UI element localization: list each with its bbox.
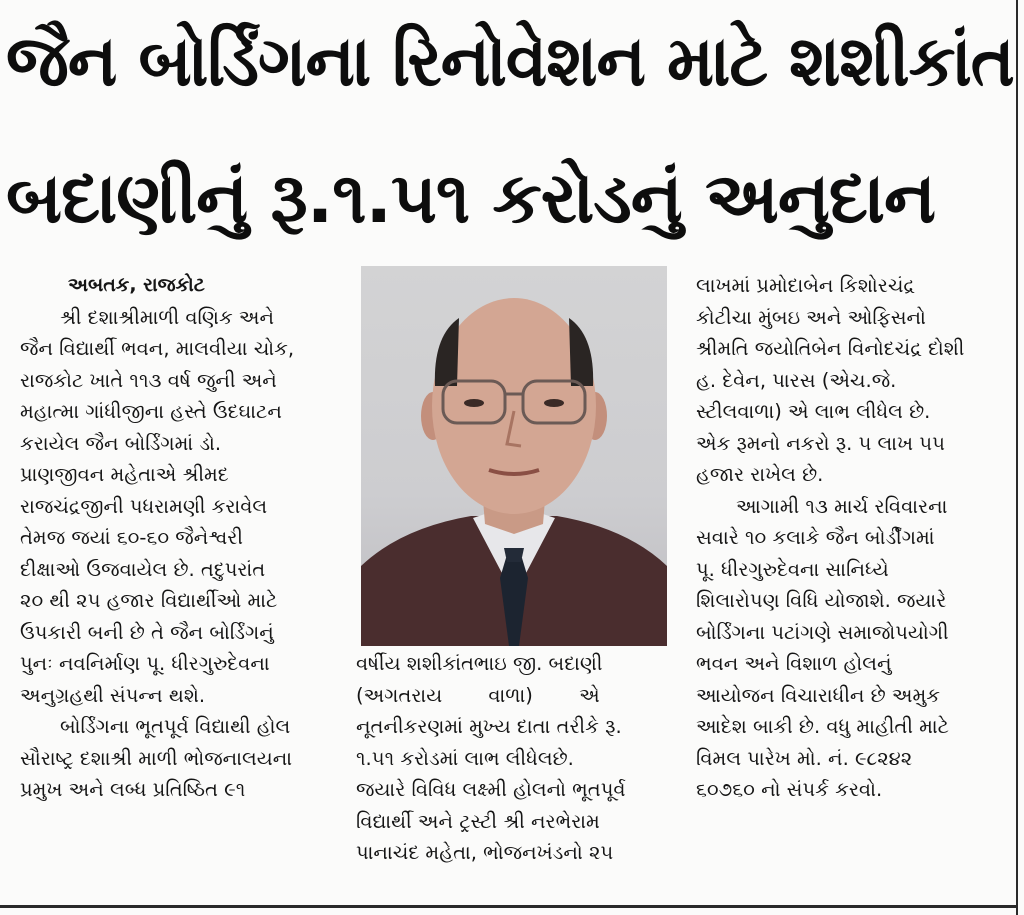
- body-line: કોટીચા મુંબઇ અને ઓફિસનો: [696, 305, 926, 329]
- body-line: સૌરાષ્ટ્ર દશાશ્રી માળી ભોજનાલયના: [20, 746, 292, 770]
- body-line: ભવન અને વિશાળ હોલનું: [696, 652, 892, 675]
- body-line: શિલારોપણ વિધિ યોજાશે. જયારે: [696, 589, 947, 612]
- body-line: ૬૦૭૬૦ નો સંપર્ક કરવો.: [696, 778, 883, 801]
- body-line: રાજચંદ્રજીની પધરામણી કરાવેલ: [20, 494, 268, 518]
- body-line: સ્ટીલવાળા) એ લાભ લીધેલ છે.: [696, 400, 931, 423]
- body-line: ૧.૫૧ કરોડમાં લાભ લીધેલછે.: [356, 746, 574, 770]
- body-line: શ્રીમતિ જયોતિબેન વિનોદચંદ્ર દોશી: [696, 337, 965, 360]
- body-line: જયારે વિવિધ લક્ષ્મી હોલનો ભૂતપૂર્વ: [356, 778, 626, 801]
- body-line: નૂતનીકરણમાં મુખ્ય દાતા તરીકે રૂ.: [356, 715, 622, 738]
- body-line: આગામી ૧૩ માર્ચ રવિવારના: [736, 494, 948, 518]
- body-line: ૨૦ થી ૨૫ હજાર વિદ્યાર્થીઓ માટે: [20, 589, 278, 612]
- body-line: (અગતરાય વાળા) એ: [356, 683, 600, 707]
- article-column-2: [356, 648, 688, 869]
- body-line: કરાયેલ જૈન બોર્ડિંગમાં ડો.: [20, 431, 222, 455]
- body-line: જૈન વિદ્યાર્થી ભવન, માલવીયા ચોક,: [20, 337, 295, 360]
- body-line: લાખમાં પ્રમોદાબેન કિશોરચંદ્ર: [696, 274, 915, 297]
- body-line: હજાર રાખેલ છે.: [696, 463, 824, 486]
- body-line: વિમલ પારેખ મો. નં. ૯૮૨૪૨: [696, 746, 913, 770]
- body-line: દીક્ષાઓ ઉજવાયેલ છે. તદુપરાંત: [20, 557, 266, 581]
- body-line: આયોજન વિચારાધીન છે અમુક: [696, 683, 940, 707]
- body-line: બોર્ડિંગના ભૂતપૂર્વ વિદ્યાથી હોલ: [60, 715, 291, 738]
- article-column-3: [696, 270, 1016, 806]
- body-line: સવારે ૧૦ કલાકે જૈન બોર્ડીંગમાં: [696, 526, 935, 549]
- body-line: અનુગ્રહથી સંપન્ન થશે.: [20, 683, 206, 707]
- dateline: અબતક, રાજકોટ: [68, 274, 205, 296]
- portrait-illustration: [361, 266, 667, 646]
- body-line: શ્રી દશાશ્રીમાળી વણિક અને: [60, 305, 275, 329]
- body-line: પ્રમુખ અને લબ્ધ પ્રતિષ્ઠિત ૯૧: [20, 778, 246, 801]
- column-rule: [1016, 0, 1018, 915]
- body-line: પાનાચંદ મહેતા, ભોજનખંડનો ૨૫: [356, 841, 614, 864]
- article-column-1: [20, 270, 350, 806]
- headline-line-2: બદાણીનું રૂ.૧.૫૧ કરોડનું અનુદાન: [6, 157, 936, 239]
- portrait-photo: [361, 266, 667, 646]
- body-line: વિદ્યાર્થી અને ટ્રસ્ટી શ્રી નરભેરામ: [356, 809, 600, 833]
- body-line: આદેશ બાકી છે. વધુ માહીતી માટે: [696, 715, 950, 738]
- body-line: બોર્ડિંગના પટાંગણે સમાજોપયોગી: [696, 620, 949, 644]
- body-line: ઉપકારી બની છે તે જૈન બોર્ડિંગનું: [20, 620, 274, 644]
- body-line: એક રૂમનો નકરો રૂ. ૫ લાખ ૫૫: [696, 431, 945, 455]
- body-line: હ. દેવેન, પારસ (એચ.જે.: [696, 368, 897, 392]
- body-line: વર્ષીય શશીકાંતભાઇ જી. બદાણી: [356, 652, 603, 675]
- body-line: રાજકોટ ખાતે ૧૧૩ વર્ષ જુની અને: [20, 368, 277, 392]
- headline-line-1: જૈન બોર્ડિંગના રિનોવેશન માટે શશીકાંત: [6, 20, 1014, 102]
- body-line: તેમજ જયાં ૬૦-૬૦ જૈનેશ્વરી: [20, 526, 243, 549]
- body-line: પુનઃ નવનિર્માણ પૂ. ધીરગુરુદેવના: [20, 652, 270, 675]
- bottom-rule: [0, 905, 1016, 908]
- body-line: પ્રાણજીવન મહેતાએ શ્રીમદ: [20, 463, 229, 486]
- body-line: પૂ. ધીરગુરુદેવના સાનિધ્યે: [696, 557, 889, 581]
- body-line: મહાત્મા ગાંધીજીના હસ્તે ઉદઘાટન: [20, 400, 282, 423]
